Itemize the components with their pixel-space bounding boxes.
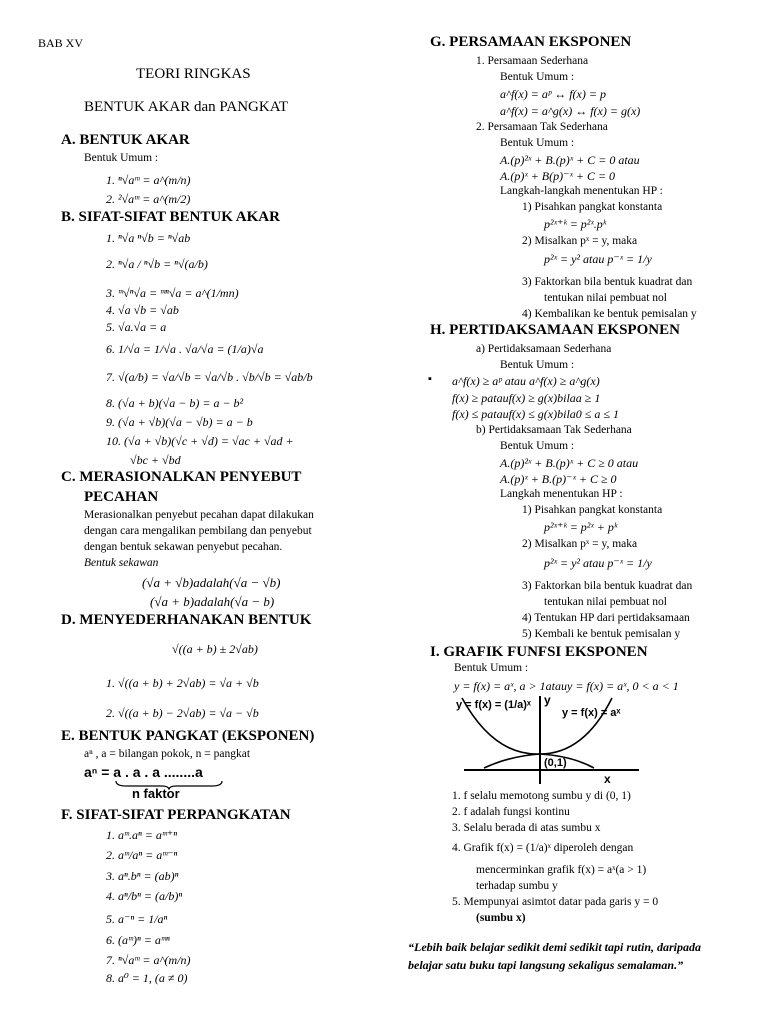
section-f-item: 4. aⁿ/bⁿ = (a/b)ⁿ [106, 889, 183, 903]
section-g-line: tentukan nilai pembuat nol [544, 292, 667, 304]
section-b-item: 5. √a.√a = a [106, 320, 167, 334]
section-g-line: p²ˣ = y² atau p⁻ˣ = 1/y [544, 252, 652, 266]
section-b-item: 8. (√a + b)(√a − b) = a − b² [106, 396, 244, 410]
faktor-label: n faktor [132, 786, 180, 801]
section-b-item: √bc + √bd [130, 453, 181, 467]
section-h-line: p²ˣ⁺ᵏ = p²ˣ + pᵏ [544, 520, 618, 534]
section-g-line: Bentuk Umum : [500, 71, 575, 83]
section-b-item: 9. (√a + √b)(√a − √b) = a − b [106, 415, 253, 429]
section-h-line: 3) Faktorkan bila bentuk kuadrat dan [522, 580, 693, 592]
section-h-line: 4) Tentukan HP dari pertidaksamaan [522, 612, 690, 624]
section-h-line: b) Pertidaksamaan Tak Sederhana [476, 424, 632, 436]
section-h-line: 5) Kembali ke bentuk pemisalan y [522, 628, 681, 640]
section-i-heading: I. GRAFIK FUNFSI EKSPONEN [430, 644, 648, 660]
y-axis-label: y [544, 693, 551, 707]
chapter-label: BAB XV [38, 36, 84, 50]
section-g-line: 1) Pisahkan pangkat konstanta [522, 201, 663, 213]
intercept-label: (0,1) [544, 757, 567, 769]
section-h-line: 1) Pisahkan pangkat konstanta [522, 504, 663, 516]
section-h-line: f(x) ≤ patauf(x) ≤ g(x)bila0 ≤ a ≤ 1 [452, 407, 619, 421]
section-c-heading: C. MERASIONALKAN PENYEBUT [61, 469, 302, 485]
section-f-item: 5. a⁻ⁿ = 1/aⁿ [106, 912, 168, 926]
section-i-formula: y = f(x) = aˣ, a > 1atauy = f(x) = aˣ, 0 < a < 1 [454, 679, 679, 693]
sekawan-formula: (√a + b)adalah(√a − b) [150, 594, 275, 609]
section-h-line: f(x) ≥ patauf(x) ≥ g(x)bilaa ≥ 1 [452, 391, 601, 405]
x-axis-label: x [604, 772, 611, 786]
section-f-item: 7. ⁿ√aᵐ = a^(m/n) [106, 953, 191, 967]
section-i-line: 5. Mempunyai asimtot datar pada garis y = 0 [452, 896, 659, 908]
section-d-item: 1. √((a + b) + 2√ab) = √a + √b [106, 676, 259, 690]
section-i-line: 1. f selalu memotong sumbu y di (0, 1) [452, 790, 631, 802]
section-b-item: 3. ᵐ√ⁿ√a = ᵐⁿ√a = a^(1/mn) [106, 286, 239, 300]
section-f-item: 1. aᵐ.aⁿ = aᵐ⁺ⁿ [106, 828, 177, 842]
section-e-heading: E. BENTUK PANGKAT (EKSPONEN) [61, 728, 315, 744]
page-subtitle: BENTUK AKAR dan PANGKAT [84, 99, 289, 115]
section-h-line: p²ˣ = y² atau p⁻ˣ = 1/y [544, 556, 652, 570]
section-d-general: √((a + b) ± 2√ab) [172, 642, 258, 656]
section-c-paragraph: dengan bentuk sekawan penyebut pecahan. [84, 541, 283, 553]
section-b-item: 1. ⁿ√a ⁿ√b = ⁿ√ab [106, 231, 191, 245]
section-g-line: Langkah-langkah menentukan HP : [500, 185, 663, 197]
section-g-line: 1. Persamaan Sederhana [476, 55, 589, 67]
section-f-item: 3. aⁿ.bⁿ = (ab)ⁿ [106, 869, 179, 883]
section-h-line: A.(p)²ˣ + B.(p)ˣ + C ≥ 0 atau [500, 456, 639, 470]
section-h-line: a^f(x) ≥ aᵖ atau a^f(x) ≥ a^g(x) [452, 374, 600, 388]
section-f-item: 6. (aᵐ)ⁿ = aᵐⁿ [106, 933, 170, 947]
quote-line: “Lebih baik belajar sedikit demi sedikit tapi rutin, daripada [408, 940, 702, 954]
section-g-line: A.(p)²ˣ + B.(p)ˣ + C = 0 atau [500, 153, 640, 167]
section-b-item: 4. √a √b = √ab [106, 303, 179, 317]
section-i-line: 3. Selalu berada di atas sumbu x [452, 822, 601, 834]
section-b-item: 2. ⁿ√a / ⁿ√b = ⁿ√(a/b) [106, 257, 208, 271]
exponential-graph [454, 692, 644, 786]
section-h-line: Langkah menentukan HP : [500, 488, 623, 500]
section-h-heading: H. PERTIDAKSAMAAN EKSPONEN [430, 322, 680, 338]
section-h-line: tentukan nilai pembuat nol [544, 596, 667, 608]
section-f-item: 8. a⁰ = 1, (a ≠ 0) [106, 971, 188, 985]
section-h-line: 2) Misalkan pˣ = y, maka [522, 538, 638, 550]
section-i-line: 2. f adalah fungsi kontinu [452, 806, 570, 818]
section-h-line: A.(p)ˣ + B.(p)⁻ˣ + C ≥ 0 [500, 472, 617, 486]
section-g-line: p²ˣ⁺ᵏ = p²ˣ.pᵏ [544, 217, 607, 231]
section-e-definition: aⁿ , a = bilangan pokok, n = pangkat [84, 748, 251, 760]
section-g-line: 2. Persamaan Tak Sederhana [476, 121, 608, 133]
sekawan-formula: (√a + √b)adalah(√a − √b) [142, 575, 281, 590]
section-i-line: mencerminkan grafik f(x) = aˣ(a > 1) [476, 864, 647, 876]
left-curve-label: y = f(x) = (1/a)ˣ [456, 699, 531, 711]
section-g-line: a^f(x) = aᵖ ↔ f(x) = p [500, 87, 606, 101]
section-b-item: 10. (√a + √b)(√c + √d) = √ac + √ad + [106, 434, 294, 448]
section-g-line: 4) Kembalikan ke bentuk pemisalan y [522, 308, 697, 320]
section-g-line: a^f(x) = a^g(x) ↔ f(x) = g(x) [500, 104, 641, 118]
section-i-line: 4. Grafik f(x) = (1/a)ˣ diperoleh dengan [452, 842, 634, 854]
section-c-paragraph: dengan cara mengalikan pembilang dan penyebut [84, 525, 312, 537]
section-g-line: 2) Misalkan pˣ = y, maka [522, 235, 638, 247]
section-i-line: (sumbu x) [476, 912, 526, 924]
section-f-item: 2. aᵐ/aⁿ = aᵐ⁻ⁿ [106, 848, 178, 862]
section-a-heading: A. BENTUK AKAR [61, 132, 190, 148]
page-title: TEORI RINGKAS [136, 66, 251, 82]
section-a-intro: Bentuk Umum : [84, 152, 159, 164]
section-i-intro: Bentuk Umum : [454, 662, 529, 674]
section-a-item: 2. ²√aᵐ = a^(m/2) [106, 192, 191, 206]
section-g-line: Bentuk Umum : [500, 137, 575, 149]
section-c-paragraph: Merasionalkan penyebut pecahan dapat dilakukan [84, 509, 314, 521]
section-a-item: 1. ⁿ√aᵐ = a^(m/n) [106, 173, 191, 187]
section-g-line: 3) Faktorkan bila bentuk kuadrat dan [522, 276, 693, 288]
section-d-heading: D. MENYEDERHANAKAN BENTUK [61, 612, 312, 628]
bullet-icon: ▪ [428, 373, 432, 385]
section-b-item: 7. √(a/b) = √a/√b = √a/√b . √b/√b = √ab/b [106, 370, 313, 384]
quote-line: belajar satu buku tapi langsung sekaligus semalaman.” [408, 958, 684, 972]
section-h-line: Bentuk Umum : [500, 359, 575, 371]
section-b-heading: B. SIFAT-SIFAT BENTUK AKAR [61, 209, 280, 225]
section-i-line: terhadap sumbu y [476, 880, 558, 892]
section-h-line: Bentuk Umum : [500, 440, 575, 452]
section-g-line: A.(p)ˣ + B(p)⁻ˣ + C = 0 [500, 169, 616, 183]
pangkat-formula: aⁿ = a . a . a ........a [84, 764, 203, 780]
section-d-item: 2. √((a + b) − 2√ab) = √a − √b [106, 706, 259, 720]
section-h-line: a) Pertidaksamaan Sederhana [476, 343, 612, 355]
section-c-heading-line2: PECAHAN [84, 489, 159, 505]
section-g-heading: G. PERSAMAAN EKSPONEN [430, 34, 632, 50]
right-curve-label: y = f(x) = aˣ [562, 707, 621, 719]
sekawan-label: Bentuk sekawan [84, 557, 159, 569]
section-f-heading: F. SIFAT-SIFAT PERPANGKATAN [61, 807, 291, 823]
section-b-item: 6. 1/√a = 1/√a . √a/√a = (1/a)√a [106, 342, 264, 356]
